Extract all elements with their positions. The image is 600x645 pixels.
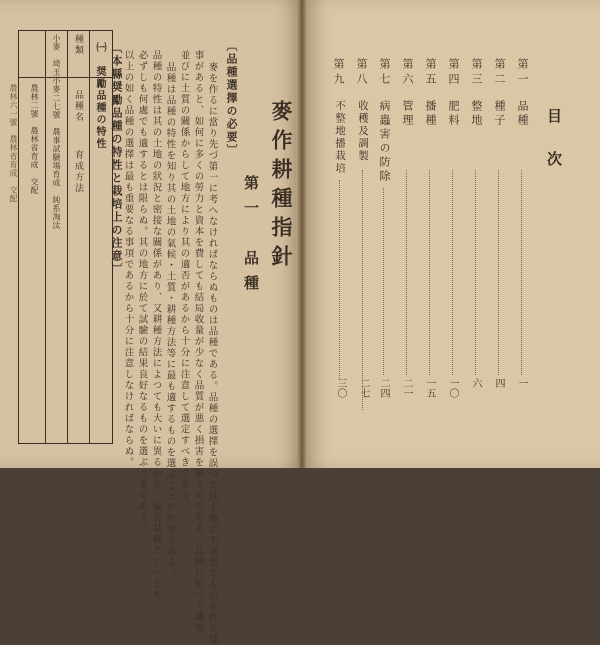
- body-line-2: 事があると、如何に多くの勞力と資本を費しても結局收量が少なく品質が悪く損害を蒙るのである。品種に依つて適地: [192, 50, 204, 633]
- book-title: 麥作耕種指針: [269, 100, 294, 274]
- toc-page: 四: [493, 378, 504, 388]
- body-line-3: 並びに土質の關係からして地方により其の適否があるから十分に注意して選定すべきである。: [178, 50, 190, 512]
- table-rule: [19, 77, 112, 78]
- toc-num: 第九: [332, 58, 345, 88]
- toc-name: 播種: [424, 100, 437, 128]
- toc-page: 二四: [378, 378, 389, 398]
- toc-num: 第七: [378, 58, 391, 88]
- table-rule: [89, 31, 90, 443]
- toc-entry-2: [489, 58, 511, 388]
- table-rule: [45, 31, 46, 443]
- toc-page: 二一: [401, 378, 412, 398]
- subsection-heading: ㈠ 奨勵品種の特性: [94, 42, 105, 150]
- toc-sub-entry-1: [356, 100, 370, 398]
- toc-entry-6: [397, 58, 419, 398]
- toc-name: 種子: [493, 100, 506, 128]
- toc-page: 一五: [424, 378, 435, 398]
- toc-sub-page: 二七: [358, 378, 369, 398]
- body-line-6: 必ずしも何處でも適するとは限らぬ。其の地方に於て試驗の結果良好なるものを選ぶべきである。: [136, 50, 148, 534]
- section-heading-1: 〔品種選擇の必要〕: [225, 40, 238, 157]
- toc-sub-name: 不整地播栽培: [334, 100, 346, 175]
- body-line-4: 品種は品種の特性を知り其の土地の氣候・土質・耕種方法等に最も適するものを選ぶことが肝要である。: [164, 62, 176, 579]
- body-line-5: 品種の特性は其の土地の狀況と密接な關係があり、又耕種方法によつても大いに異るから、優良品種といへども: [150, 50, 162, 600]
- toc-name: 病蟲害の防除: [378, 100, 391, 184]
- toc-entry-5: [420, 58, 442, 398]
- toc-sub-entry-2: [333, 100, 347, 398]
- table-header-kind: 種類: [73, 34, 83, 56]
- section-heading-2: 〔本縣奨勵品種の特性と栽培上の注意〕: [110, 42, 123, 276]
- toc-leader: [429, 170, 430, 375]
- toc-num: 第四: [447, 58, 460, 88]
- toc-name: 管理: [401, 100, 414, 128]
- toc-num: 第一: [516, 58, 529, 88]
- toc-num: 第三: [470, 58, 483, 88]
- toc-num: 第六: [401, 58, 414, 88]
- toc-leader: [521, 170, 522, 375]
- toc-page: 一〇: [447, 378, 458, 398]
- table-header-method: 育成方法: [73, 150, 83, 194]
- toc-title: 目次: [545, 108, 563, 194]
- chapter-heading: 第一 品種: [242, 175, 260, 300]
- table-header-variety: 品種名: [73, 90, 83, 123]
- toc-entry-3: [466, 58, 488, 388]
- toc-sub-name: 收穫及調製: [357, 100, 369, 163]
- toc-name: 整地: [470, 100, 483, 128]
- table-row: 小麥 埼玉小麥二七號 農事試驗場育成 純系淘汰: [52, 34, 61, 230]
- toc-leader: [498, 170, 499, 375]
- book-gutter: [298, 0, 306, 468]
- table-rule: [67, 31, 68, 443]
- toc-sub-page: 三〇: [335, 378, 346, 398]
- toc-leader: [362, 170, 363, 410]
- toc-num: 第五: [424, 58, 437, 88]
- toc-entry-4: [443, 58, 465, 398]
- body-line-7: 以上の如く品種の選擇は最も重要なる事項であるから十分に注意しなければならぬ。: [122, 50, 134, 468]
- table-row: 農林二號 農林省育成 交配: [30, 84, 39, 195]
- toc-leader: [383, 188, 384, 375]
- toc-entry-7: [374, 58, 396, 398]
- toc-page: 六: [470, 378, 481, 388]
- toc-name: 肥料: [447, 100, 460, 128]
- toc-leader: [452, 170, 453, 375]
- toc-num: 第八: [355, 58, 368, 88]
- toc-leader: [339, 180, 340, 380]
- toc-page: 一: [516, 378, 527, 388]
- body-line-1: 麥を作るに當り先づ第一に考へなければならぬものは品種である。品種の選擇を誤つて其土地に不適當なものを作る樣: [206, 62, 218, 645]
- toc-leader: [475, 170, 476, 375]
- toc-num: 第二: [493, 58, 506, 88]
- toc-name: 品種: [516, 100, 529, 128]
- table-row: 農林六一號 農林省育成 交配: [9, 84, 18, 203]
- toc-leader: [406, 170, 407, 375]
- toc-entry-1: [512, 58, 534, 388]
